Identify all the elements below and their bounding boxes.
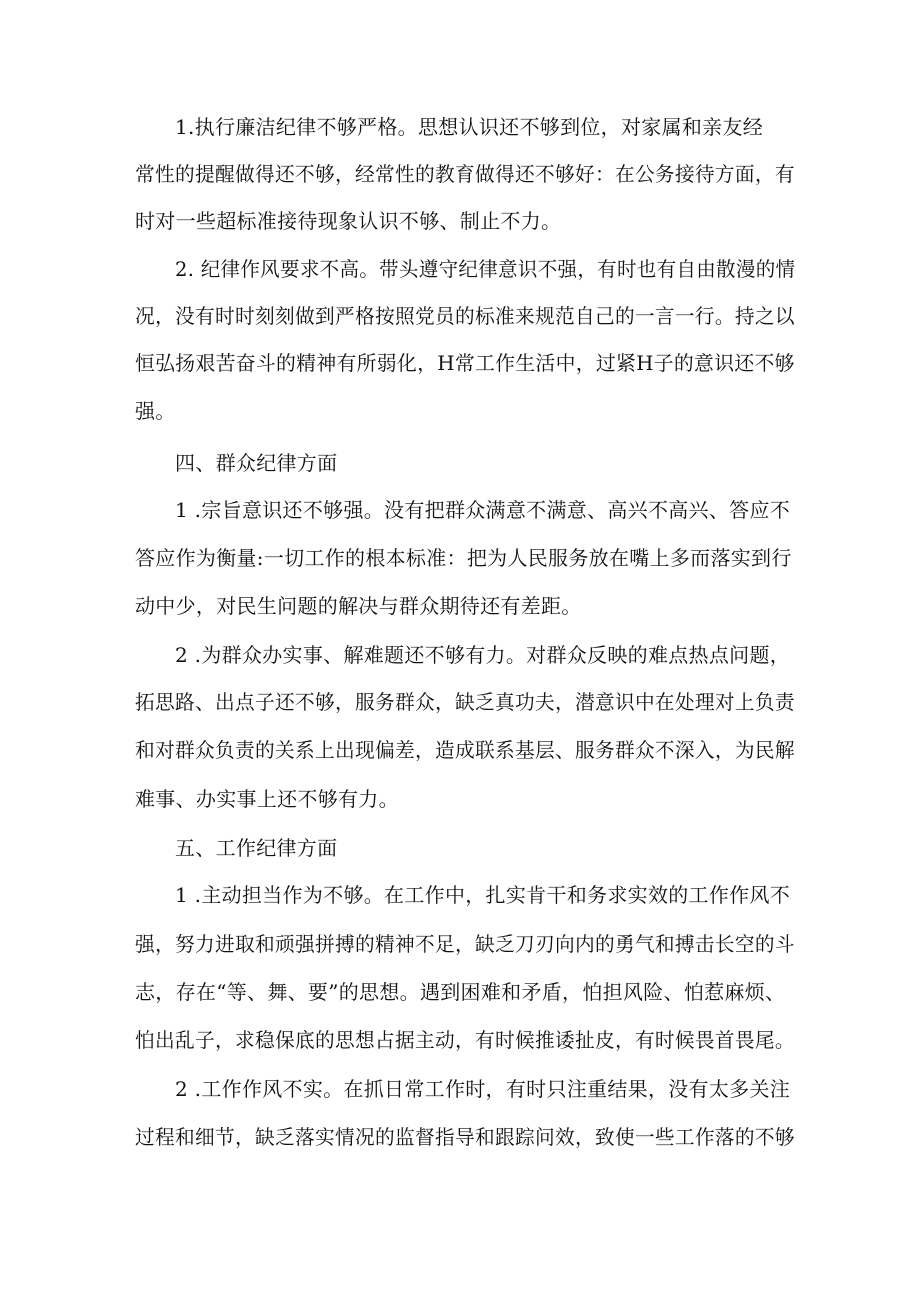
text-line: 2 .为群众办实事、解难题还不够有力。对群众反映的难点热点问题， xyxy=(175,643,791,667)
text-line: 答应作为衡量:一切工作的根本标准：把为人民服务放在嘴上多而落实到行 xyxy=(135,546,792,570)
text-line: 2 .工作作风不实。在抓日常工作时，有时只注重结果，没有太多关注 xyxy=(175,1077,791,1101)
section-heading: 四、群众纪律方面 xyxy=(175,451,338,475)
text-line: 动中少，对民生问题的解决与群众期待还有差距。 xyxy=(135,594,582,618)
text-line: 怕出乱子，求稳保底的思想占据主动，有时候推诿扯皮，有时候畏首畏尾。 xyxy=(135,1028,795,1052)
text-line: 过程和细节，缺乏落实情况的监督指导和跟踪问效，致使一些工作落的不够 xyxy=(135,1125,795,1149)
text-line: 1 .主动担当作为不够。在工作中，扎实肯干和务求实效的工作作风不 xyxy=(175,883,791,907)
text-line: 恒弘扬艰苦奋斗的精神有所弱化，H常工作生活中，过紧H子的意识还不够 xyxy=(135,351,795,375)
text-line: 难事、办实事上还不够有力。 xyxy=(135,787,399,811)
text-line: 2. 纪律作风要求不高。带头遵守纪律意识不强，有时也有自由散漫的情 xyxy=(175,257,796,281)
text-line: 况，没有时时刻刻做到严格按照党员的标准来规范自己的一言一行。持之以 xyxy=(135,304,795,328)
text-line: 强。 xyxy=(135,399,176,423)
text-line: 强，努力进取和顽强拼搏的精神不足，缺乏刀刃向内的勇气和搏击长空的斗 xyxy=(135,932,795,956)
text-line: 1.执行廉洁纪律不够严格。思想认识还不够到位，对家属和亲友经 xyxy=(175,115,764,139)
text-line: 拓思路、出点子还不够，服务群众，缺乏真功夫，潜意识中在处理对上负责 xyxy=(135,690,795,714)
section-heading: 五、工作纪律方面 xyxy=(175,836,338,860)
text-line: 时对一些超标准接待现象认识不够、制止不力。 xyxy=(135,209,562,233)
text-line: 志，存在“等、舞、要”的思想。遇到困难和矛盾，怕担风险、怕惹麻烦、 xyxy=(135,980,786,1004)
text-line: 常性的提醒做得还不够，经常性的教育做得还不够好：在公务接待方面，有 xyxy=(135,162,795,186)
text-line: 和对群众负责的关系上出现偏差，造成联系基层、服务群众不深入，为民解 xyxy=(135,738,795,762)
text-line: 1 .宗旨意识还不够强。没有把群众满意不满意、高兴不高兴、答应不 xyxy=(175,498,791,522)
